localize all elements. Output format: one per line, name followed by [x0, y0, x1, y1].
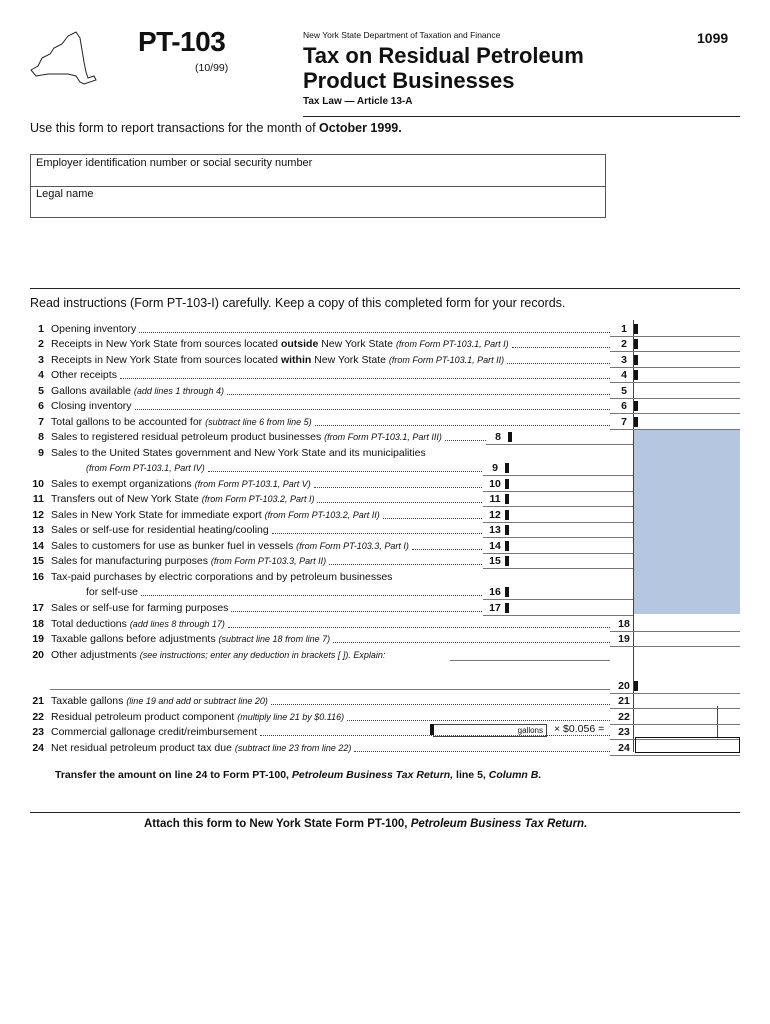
line-6-description [28, 399, 132, 413]
line-note: (add lines 1 through 4) [133, 386, 224, 396]
line-text: Receipts in New York State from sources located [51, 338, 281, 350]
line-23-description [28, 725, 257, 739]
line-6-number: 6 [621, 400, 627, 412]
section-rule [30, 288, 740, 289]
line-text: Sales for manufacturing purposes [51, 555, 211, 567]
line-12-marker [505, 510, 509, 520]
line-8-amount-input[interactable] [510, 430, 633, 444]
form-title [303, 43, 643, 93]
line-19-description [28, 632, 330, 646]
leader-dots [347, 720, 610, 721]
line-24-rule [610, 755, 740, 756]
leader-dots [272, 533, 482, 534]
leader-dots [412, 549, 482, 550]
line-note: (add lines 8 through 17) [129, 619, 225, 629]
line-24-amount-box[interactable] [635, 737, 740, 753]
line-12-amount-input[interactable] [507, 508, 633, 522]
line-text: Closing inventory [51, 400, 132, 412]
line-number: 24 [32, 742, 44, 754]
line-2-description [28, 337, 509, 351]
line-13-number: 13 [489, 524, 501, 536]
explain-line-2[interactable] [50, 689, 610, 690]
line-number: 22 [32, 711, 44, 723]
line-16-description [28, 570, 392, 584]
line-20-number: 20 [618, 680, 630, 692]
line-text: Gallons available [51, 385, 134, 397]
line-6-marker [634, 401, 638, 411]
line-17-number: 17 [489, 602, 501, 614]
line-11-description [28, 492, 314, 506]
line-10-number: 10 [489, 478, 501, 490]
line-number: 16 [32, 571, 44, 583]
line-8-marker [508, 432, 512, 442]
line-note: (from Form PT-103.2, Part II) [264, 510, 380, 520]
line-20-amount-input[interactable] [636, 679, 740, 693]
line-text-continued: New York State [311, 354, 389, 366]
line-number: 4 [38, 369, 44, 381]
leader-dots [227, 394, 610, 395]
leader-dots [120, 378, 610, 379]
line-number: 14 [32, 540, 44, 552]
reporting-month: October 1999. [319, 121, 402, 135]
line-17-description [28, 601, 228, 615]
line-number: 9 [38, 447, 44, 459]
line-21-number: 21 [618, 695, 630, 707]
transfer-form-name: Petroleum Business Tax Return, [291, 769, 454, 781]
line-note: (from Form PT-103.1, Part I) [395, 339, 509, 349]
line-17-amount-input[interactable] [507, 601, 633, 615]
revision-date: (10/99) [195, 62, 229, 74]
transfer-column: Column B. [488, 769, 542, 781]
line-4-rule [610, 382, 740, 383]
line-number: 2 [38, 338, 44, 350]
line-21-amount-input[interactable] [636, 694, 740, 708]
line-11-rule [483, 506, 633, 507]
line-7-description [28, 415, 312, 429]
line-9-amount-input[interactable] [507, 461, 633, 475]
line-9-description [28, 446, 426, 460]
line-number: 23 [32, 726, 44, 738]
line-number: 19 [32, 633, 44, 645]
line-7-marker [634, 417, 638, 427]
line-text: Residual petroleum product component [51, 711, 238, 723]
header-rule [303, 116, 740, 117]
line-3-number: 3 [621, 354, 627, 366]
line-18-number: 18 [618, 618, 630, 630]
line-20-description [28, 648, 385, 662]
line-12-number: 12 [489, 509, 501, 521]
line-13-amount-input[interactable] [507, 523, 633, 537]
line-1-description [28, 322, 136, 336]
leader-dots [317, 502, 482, 503]
transfer-line: line 5, [453, 769, 489, 781]
line-24-description [28, 741, 351, 755]
line-10-description [28, 477, 311, 491]
transfer-instruction [55, 769, 541, 781]
line-text: Other adjustments [51, 649, 140, 661]
line-number: 18 [32, 618, 44, 630]
line-2-number: 2 [621, 338, 627, 350]
line-21-rule [610, 708, 740, 709]
line-23-entry-marker [430, 724, 434, 735]
line-4-description [28, 368, 117, 382]
line-4-number: 4 [621, 369, 627, 381]
line-10-amount-input[interactable] [507, 477, 633, 491]
line-13-marker [505, 525, 509, 535]
line-19-rule [610, 646, 740, 647]
line-note: (subtract line 18 from line 7) [218, 634, 331, 644]
line-number: 11 [32, 493, 44, 505]
footer-rule [30, 812, 740, 813]
line-emphasis: outside [280, 338, 319, 350]
line-text: Taxable gallons before adjustments [51, 633, 219, 645]
line-2-marker [634, 339, 638, 349]
line-20-description [28, 679, 51, 693]
line-16-marker [505, 587, 509, 597]
line-text: Sales to exempt organizations [51, 478, 195, 490]
line-18-amount-input[interactable] [636, 617, 740, 631]
line-5-number: 5 [621, 385, 627, 397]
line-7-number: 7 [621, 416, 627, 428]
line-text: Sales to registered residual petroleum product businesses [51, 431, 325, 443]
leader-dots [139, 332, 610, 333]
line-4-marker [634, 370, 638, 380]
line-23-number: 23 [618, 726, 630, 738]
line-17-rule [483, 615, 633, 616]
line-note: (subtract line 23 from line 22) [234, 743, 352, 753]
line-21-description [28, 694, 268, 708]
form-number: PT-103 [138, 26, 226, 57]
line-15-description [28, 554, 326, 568]
leader-dots [141, 595, 482, 596]
line-6-amount-input[interactable] [636, 399, 740, 413]
line-1-number: 1 [621, 323, 627, 335]
id-box-divider [31, 186, 605, 187]
line-text: Total gallons to be accounted for [51, 416, 206, 428]
explain-line-1[interactable] [450, 660, 610, 661]
line-text: Opening inventory [51, 323, 137, 335]
line-note: (subtract line 6 from line 5) [205, 417, 312, 427]
line-text: Commercial gallonage credit/reimbursement [51, 726, 258, 738]
line-text: Transfers out of New York State [51, 493, 202, 505]
line-16-rule [483, 599, 633, 600]
transfer-text: Transfer the amount on line 24 to Form PT-100, [55, 769, 292, 781]
line-note: (see instructions; enter any deduction in brackets [ ]). Explain: [139, 650, 386, 660]
title-line-2: Product Businesses [303, 68, 515, 93]
line-4-amount-input[interactable] [636, 368, 740, 382]
line-14-amount-input[interactable] [507, 539, 633, 553]
line-13-description [28, 523, 269, 537]
attach-form-name: Petroleum Business Tax Return. [410, 818, 588, 830]
leader-dots [354, 751, 610, 752]
line-note: (from Form PT-103.1, Part II) [388, 355, 505, 365]
form-code: 1099 [697, 30, 729, 46]
line-number: 17 [32, 602, 44, 614]
line-20-marker [634, 681, 638, 691]
leader-dots [135, 409, 610, 410]
line-number: 3 [38, 354, 44, 366]
line-14-marker [505, 541, 509, 551]
attach-text: Attach this form to New York State Form PT-100, [144, 818, 411, 830]
new-york-state-map-icon [28, 30, 98, 86]
line-6-rule [610, 413, 740, 414]
line-8-number: 8 [495, 431, 501, 443]
line-number: 7 [38, 416, 44, 428]
line-9-rule [483, 475, 633, 476]
line-11-amount-input[interactable] [507, 492, 633, 506]
line-number: 6 [38, 400, 44, 412]
line-number: 8 [38, 431, 44, 443]
line-3-description [28, 353, 504, 367]
line-5-amount-input[interactable] [636, 384, 740, 398]
leader-dots [507, 363, 610, 364]
line-19-number: 19 [618, 633, 630, 645]
reporting-period [30, 121, 402, 135]
line-2-rule [610, 351, 740, 352]
credit-rate: × $0.056 = [554, 723, 605, 735]
line-15-rule [483, 568, 633, 569]
taxpayer-id-box [30, 154, 606, 218]
attach-instruction [144, 818, 587, 830]
leader-dots [228, 627, 610, 628]
line-16-description [63, 585, 138, 599]
leader-dots [333, 642, 610, 643]
line-17-marker [505, 603, 509, 613]
leader-dots [315, 425, 610, 426]
ein-field-label[interactable]: Employer identification number or social security number [36, 157, 313, 169]
line-2-amount-input[interactable] [636, 337, 740, 351]
leader-dots [208, 471, 482, 472]
line-15-marker [505, 556, 509, 566]
line-11-number: 11 [489, 493, 501, 505]
line-emphasis: within [280, 354, 312, 366]
line-number: 15 [32, 555, 44, 567]
leader-dots [271, 704, 610, 705]
line-number: 12 [32, 509, 44, 521]
line-text-continued: New York State [318, 338, 396, 350]
line-9-description [63, 461, 205, 475]
leader-dots [314, 487, 482, 488]
line-number: 1 [38, 323, 44, 335]
leader-dots [329, 564, 482, 565]
title-line-1: Tax on Residual Petroleum [303, 43, 584, 68]
line-3-amount-input[interactable] [636, 353, 740, 367]
line-24-number: 24 [618, 742, 630, 754]
line-text: Sales or self-use for residential heating/cooling [51, 524, 269, 536]
line-note: (multiply line 21 by $0.116) [237, 712, 345, 722]
line-1-marker [634, 324, 638, 334]
line-number: 20 [32, 649, 44, 661]
line-16-number: 16 [489, 586, 501, 598]
line-text: Sales or self-use for farming purposes [51, 602, 229, 614]
leader-dots [512, 347, 610, 348]
gallons-label: gallons [517, 726, 543, 735]
line-text: Total deductions [51, 618, 130, 630]
line-14-description [28, 539, 409, 553]
line-text: Receipts in New York State from sources located [51, 354, 281, 366]
line-note: (from Form PT-103.1, Part V) [194, 479, 311, 489]
line-8-rule [486, 444, 633, 445]
line-7-amount-input[interactable] [636, 415, 740, 429]
line-12-description [28, 508, 380, 522]
line-3-marker [634, 355, 638, 365]
line-note: (from Form PT-103.3, Part II) [210, 556, 327, 566]
line-23-gallons-input[interactable] [433, 724, 547, 737]
instructions-note: Read instructions (Form PT-103-I) carefully. Keep a copy of this completed form for your records. [30, 296, 566, 310]
line-22-amount-input[interactable] [636, 710, 740, 724]
line-note: (from Form PT-103.3, Part I) [296, 541, 409, 551]
line-15-number: 15 [489, 555, 501, 567]
line-text: Taxable gallons [51, 695, 127, 707]
line-22-description [28, 710, 344, 724]
line-14-number: 14 [489, 540, 501, 552]
line-text: for self-use [86, 586, 138, 598]
line-note: (from Form PT-103.1, Part IV) [86, 463, 205, 473]
line-note: (from Form PT-103.1, Part III) [324, 432, 442, 442]
tax-law-reference: Tax Law — Article 13-A [303, 96, 413, 107]
reporting-period-text: Use this form to report transactions for the month of [30, 121, 320, 135]
line-9-number: 9 [492, 462, 498, 474]
department-name: New York State Department of Taxation and Finance [303, 30, 501, 40]
line-text: Net residual petroleum product tax due [51, 742, 235, 754]
line-8-description [28, 430, 442, 444]
line-note: (line 19 and add or subtract line 20) [126, 696, 268, 706]
line-16-amount-input[interactable] [507, 585, 633, 599]
line-note: (from Form PT-103.2, Part I) [201, 494, 315, 504]
line-text: Sales in New York State for immediate export [51, 509, 265, 521]
line-9-marker [505, 463, 509, 473]
line-text: Sales to the United States government and New York State and its municipalities [51, 447, 426, 459]
line-text: Sales to customers for use as bunker fuel in vessels [51, 540, 297, 552]
line-text: Tax-paid purchases by electric corporations and by petroleum businesses [51, 571, 393, 583]
leader-dots [445, 440, 486, 441]
line-10-marker [505, 479, 509, 489]
line-number: 10 [32, 478, 44, 490]
line-18-description [28, 617, 225, 631]
line-13-rule [483, 537, 633, 538]
line-1-amount-input[interactable] [636, 322, 740, 336]
line-19-amount-input[interactable] [636, 632, 740, 646]
line-number: 21 [32, 695, 44, 707]
leader-dots [231, 611, 482, 612]
line-number: 13 [32, 524, 44, 536]
line-22-number: 22 [618, 711, 630, 723]
leader-dots [383, 518, 482, 519]
line-15-amount-input[interactable] [507, 554, 633, 568]
line-number: 5 [38, 385, 44, 397]
line-11-marker [505, 494, 509, 504]
shaded-column [634, 430, 740, 614]
legal-name-field-label[interactable]: Legal name [36, 188, 94, 200]
line-text: Other receipts [51, 369, 117, 381]
line-5-description [28, 384, 224, 398]
